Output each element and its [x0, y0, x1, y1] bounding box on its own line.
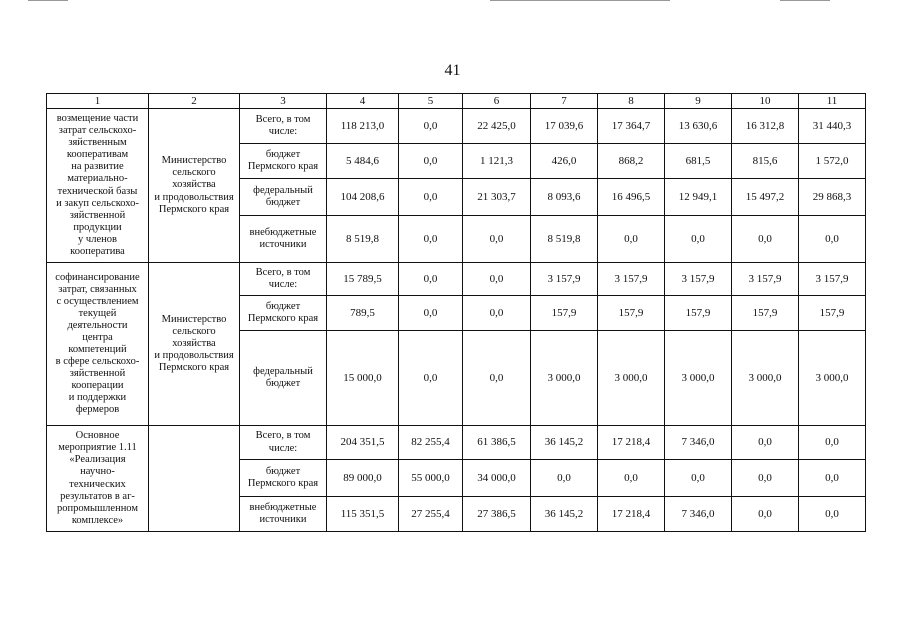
table-body	[47, 109, 866, 532]
column-header: 2	[149, 94, 240, 109]
amount-cell: 0,0	[732, 216, 799, 263]
amount-cell: 104 208,6	[327, 179, 399, 216]
activity-description	[47, 263, 149, 426]
column-number-row	[47, 94, 866, 109]
activity-description-line: центра	[82, 331, 113, 343]
amount-cell: 789,5	[327, 296, 399, 331]
activity-description-line: кооперации	[71, 380, 124, 392]
amount-cell: 0,0	[531, 460, 598, 497]
activity-description-line: деятельности	[67, 319, 128, 331]
executor-cell	[149, 263, 240, 426]
amount-cell: 3 000,0	[531, 331, 598, 426]
funding-source-cell	[240, 216, 327, 263]
amount-cell: 82 255,4	[399, 426, 463, 460]
activity-description-line: в сфере сельскохо-	[55, 356, 140, 368]
funding-source-line: внебюджетные	[249, 501, 317, 513]
amount-cell: 3 157,9	[799, 263, 866, 296]
amount-cell: 204 351,5	[327, 426, 399, 460]
amount-cell: 17 218,4	[598, 426, 665, 460]
funding-source-line: источники	[259, 239, 307, 250]
executor-line: хозяйства	[172, 337, 216, 349]
activity-description-line: компетенций	[68, 344, 127, 355]
funding-source-cell	[240, 296, 327, 331]
activity-description-line: кооперативам	[66, 149, 129, 161]
amount-cell: 3 000,0	[665, 331, 732, 426]
executor-line: сельского	[172, 167, 216, 179]
funding-source-line: Всего, в том	[255, 113, 311, 125]
amount-cell: 0,0	[399, 179, 463, 216]
activity-description-line: кооператива	[70, 245, 125, 257]
funding-source-line: Всего, в том	[255, 430, 311, 442]
amount-cell: 1 572,0	[799, 144, 866, 179]
amount-cell: 5 484,6	[327, 144, 399, 179]
activity-description-line: на развитие	[71, 161, 124, 173]
amount-cell: 31 440,3	[799, 109, 866, 144]
activity-description-line: Основное	[75, 430, 120, 442]
amount-cell: 0,0	[399, 296, 463, 331]
funding-source-line: Пермского края	[247, 313, 319, 324]
amount-cell: 0,0	[799, 460, 866, 497]
amount-cell: 7 346,0	[665, 426, 732, 460]
amount-cell: 8 519,8	[327, 216, 399, 263]
column-header: 3	[240, 94, 327, 109]
funding-source-line: федеральный	[253, 184, 313, 196]
funding-source-line: Пермского края	[247, 161, 319, 172]
scan-edge-line-left	[28, 0, 68, 1]
amount-cell: 115 351,5	[327, 497, 399, 532]
amount-cell: 3 157,9	[531, 263, 598, 296]
activity-description	[47, 109, 149, 263]
funding-source-line: бюджет	[265, 465, 301, 477]
funding-source-line: бюджет	[265, 300, 301, 312]
activity-description-line: и закуп сельскохо-	[56, 197, 139, 209]
funding-source-line: числе:	[268, 279, 298, 290]
amount-cell: 0,0	[598, 216, 665, 263]
activity-description-line: софинансирование	[55, 271, 140, 283]
amount-cell: 34 000,0	[463, 460, 531, 497]
amount-cell: 0,0	[665, 216, 732, 263]
amount-cell: 27 386,5	[463, 497, 531, 532]
amount-cell: 0,0	[799, 216, 866, 263]
activity-description-line: затрат сельскохо-	[58, 125, 137, 137]
funding-source-line: бюджет	[265, 197, 301, 208]
executor-cell	[149, 426, 240, 532]
amount-cell: 15 789,5	[327, 263, 399, 296]
column-header: 5	[399, 94, 463, 109]
activity-description-line: зяйственной	[69, 368, 126, 380]
executor-line: Пермского края	[158, 203, 230, 215]
amount-cell: 55 000,0	[399, 460, 463, 497]
executor-line: Министерство	[161, 155, 227, 167]
funding-source-cell	[240, 426, 327, 460]
amount-cell: 157,9	[598, 296, 665, 331]
column-header: 8	[598, 94, 665, 109]
amount-cell: 157,9	[531, 296, 598, 331]
amount-cell: 0,0	[732, 497, 799, 532]
activity-description-line: зяйственной	[69, 209, 126, 221]
amount-cell: 157,9	[799, 296, 866, 331]
amount-cell: 0,0	[732, 460, 799, 497]
activity-description-line: текущей	[78, 307, 117, 319]
column-header: 6	[463, 94, 531, 109]
amount-cell: 21 303,7	[463, 179, 531, 216]
funding-source-line: бюджет	[265, 378, 301, 389]
amount-cell: 3 000,0	[799, 331, 866, 426]
table-row	[47, 109, 866, 144]
amount-cell: 89 000,0	[327, 460, 399, 497]
amount-cell: 3 157,9	[598, 263, 665, 296]
activity-description-line: возмещение части	[56, 113, 139, 125]
amount-cell: 3 000,0	[732, 331, 799, 426]
executor-line: Министерство	[161, 313, 227, 325]
activity-description-line: «Реализация	[69, 454, 126, 466]
activity-description-line: ропромышленном	[56, 502, 139, 514]
amount-cell: 7 346,0	[665, 497, 732, 532]
amount-cell: 681,5	[665, 144, 732, 179]
amount-cell: 27 255,4	[399, 497, 463, 532]
amount-cell: 0,0	[463, 263, 531, 296]
scan-edge-line-right	[780, 0, 830, 1]
amount-cell: 36 145,2	[531, 426, 598, 460]
amount-cell: 3 157,9	[732, 263, 799, 296]
amount-cell: 15 497,2	[732, 179, 799, 216]
funding-source-line: федеральный	[253, 365, 313, 377]
amount-cell: 36 145,2	[531, 497, 598, 532]
amount-cell: 157,9	[665, 296, 732, 331]
funding-source-cell	[240, 144, 327, 179]
amount-cell: 8 093,6	[531, 179, 598, 216]
amount-cell: 0,0	[399, 263, 463, 296]
funding-source-cell	[240, 460, 327, 497]
table-row	[47, 263, 866, 296]
activity-description-line: с осуществлением	[56, 295, 139, 307]
activity-description-line: результатов в аг-	[60, 490, 135, 502]
table-row	[47, 426, 866, 460]
funding-source-line: источники	[259, 514, 307, 525]
activity-description-line: комплексе»	[71, 514, 124, 526]
executor-line: сельского	[172, 325, 216, 337]
funding-source-line: числе:	[268, 442, 298, 454]
activity-description-line: у членов	[78, 233, 117, 245]
amount-cell: 0,0	[399, 331, 463, 426]
amount-cell: 868,2	[598, 144, 665, 179]
funding-source-line: бюджет	[265, 148, 301, 160]
executor-cell	[149, 109, 240, 263]
activity-description-line: научно-	[80, 466, 115, 478]
column-header: 10	[732, 94, 799, 109]
column-header: 7	[531, 94, 598, 109]
amount-cell: 157,9	[732, 296, 799, 331]
amount-cell: 815,6	[732, 144, 799, 179]
amount-cell: 16 496,5	[598, 179, 665, 216]
funding-source-line: Пермского края	[247, 478, 319, 489]
amount-cell: 13 630,6	[665, 109, 732, 144]
activity-description-line: мероприятие 1.11	[58, 442, 137, 454]
activity-description-line: технических	[69, 478, 126, 490]
activity-description	[47, 426, 149, 532]
amount-cell: 22 425,0	[463, 109, 531, 144]
funding-source-line: числе:	[268, 126, 298, 137]
executor-line: и продовольствия	[154, 350, 234, 362]
amount-cell: 426,0	[531, 144, 598, 179]
amount-cell: 0,0	[463, 331, 531, 426]
activity-description-line: материально-	[67, 173, 128, 185]
amount-cell: 17 364,7	[598, 109, 665, 144]
funding-source-cell	[240, 109, 327, 144]
amount-cell: 0,0	[399, 144, 463, 179]
executor-line: и продовольствия	[154, 191, 234, 203]
column-header: 4	[327, 94, 399, 109]
funding-source-cell	[240, 179, 327, 216]
amount-cell: 17 218,4	[598, 497, 665, 532]
funding-source-line: Всего, в том	[255, 266, 311, 278]
amount-cell: 118 213,0	[327, 109, 399, 144]
amount-cell: 29 868,3	[799, 179, 866, 216]
funding-source-line: внебюджетные	[249, 226, 317, 238]
amount-cell: 12 949,1	[665, 179, 732, 216]
amount-cell: 1 121,3	[463, 144, 531, 179]
amount-cell: 3 157,9	[665, 263, 732, 296]
activity-description-line: продукции	[73, 221, 122, 233]
amount-cell: 3 000,0	[598, 331, 665, 426]
amount-cell: 61 386,5	[463, 426, 531, 460]
amount-cell: 0,0	[732, 426, 799, 460]
activity-description-line: технической базы	[57, 185, 138, 197]
column-header: 1	[47, 94, 149, 109]
funding-source-cell	[240, 263, 327, 296]
amount-cell: 0,0	[799, 497, 866, 532]
page-number: 41	[444, 62, 461, 79]
activity-description-line: и поддержки	[68, 392, 127, 404]
scan-edge-line-center	[490, 0, 670, 1]
amount-cell: 0,0	[463, 216, 531, 263]
funding-source-cell	[240, 331, 327, 426]
amount-cell: 17 039,6	[531, 109, 598, 144]
executor-line: Пермского края	[158, 362, 230, 374]
activity-description-line: затрат, связанных	[58, 283, 137, 295]
amount-cell: 0,0	[399, 109, 463, 144]
activity-description-line: зяйственным	[68, 137, 127, 149]
column-header: 11	[799, 94, 866, 109]
amount-cell: 0,0	[799, 426, 866, 460]
amount-cell: 0,0	[399, 216, 463, 263]
funding-source-cell	[240, 497, 327, 532]
executor-line: хозяйства	[172, 179, 216, 191]
budget-table	[46, 93, 866, 532]
column-header: 9	[665, 94, 732, 109]
amount-cell: 0,0	[463, 296, 531, 331]
amount-cell: 15 000,0	[327, 331, 399, 426]
amount-cell: 16 312,8	[732, 109, 799, 144]
amount-cell: 0,0	[665, 460, 732, 497]
amount-cell: 8 519,8	[531, 216, 598, 263]
amount-cell: 0,0	[598, 460, 665, 497]
activity-description-line: фермеров	[75, 404, 120, 416]
